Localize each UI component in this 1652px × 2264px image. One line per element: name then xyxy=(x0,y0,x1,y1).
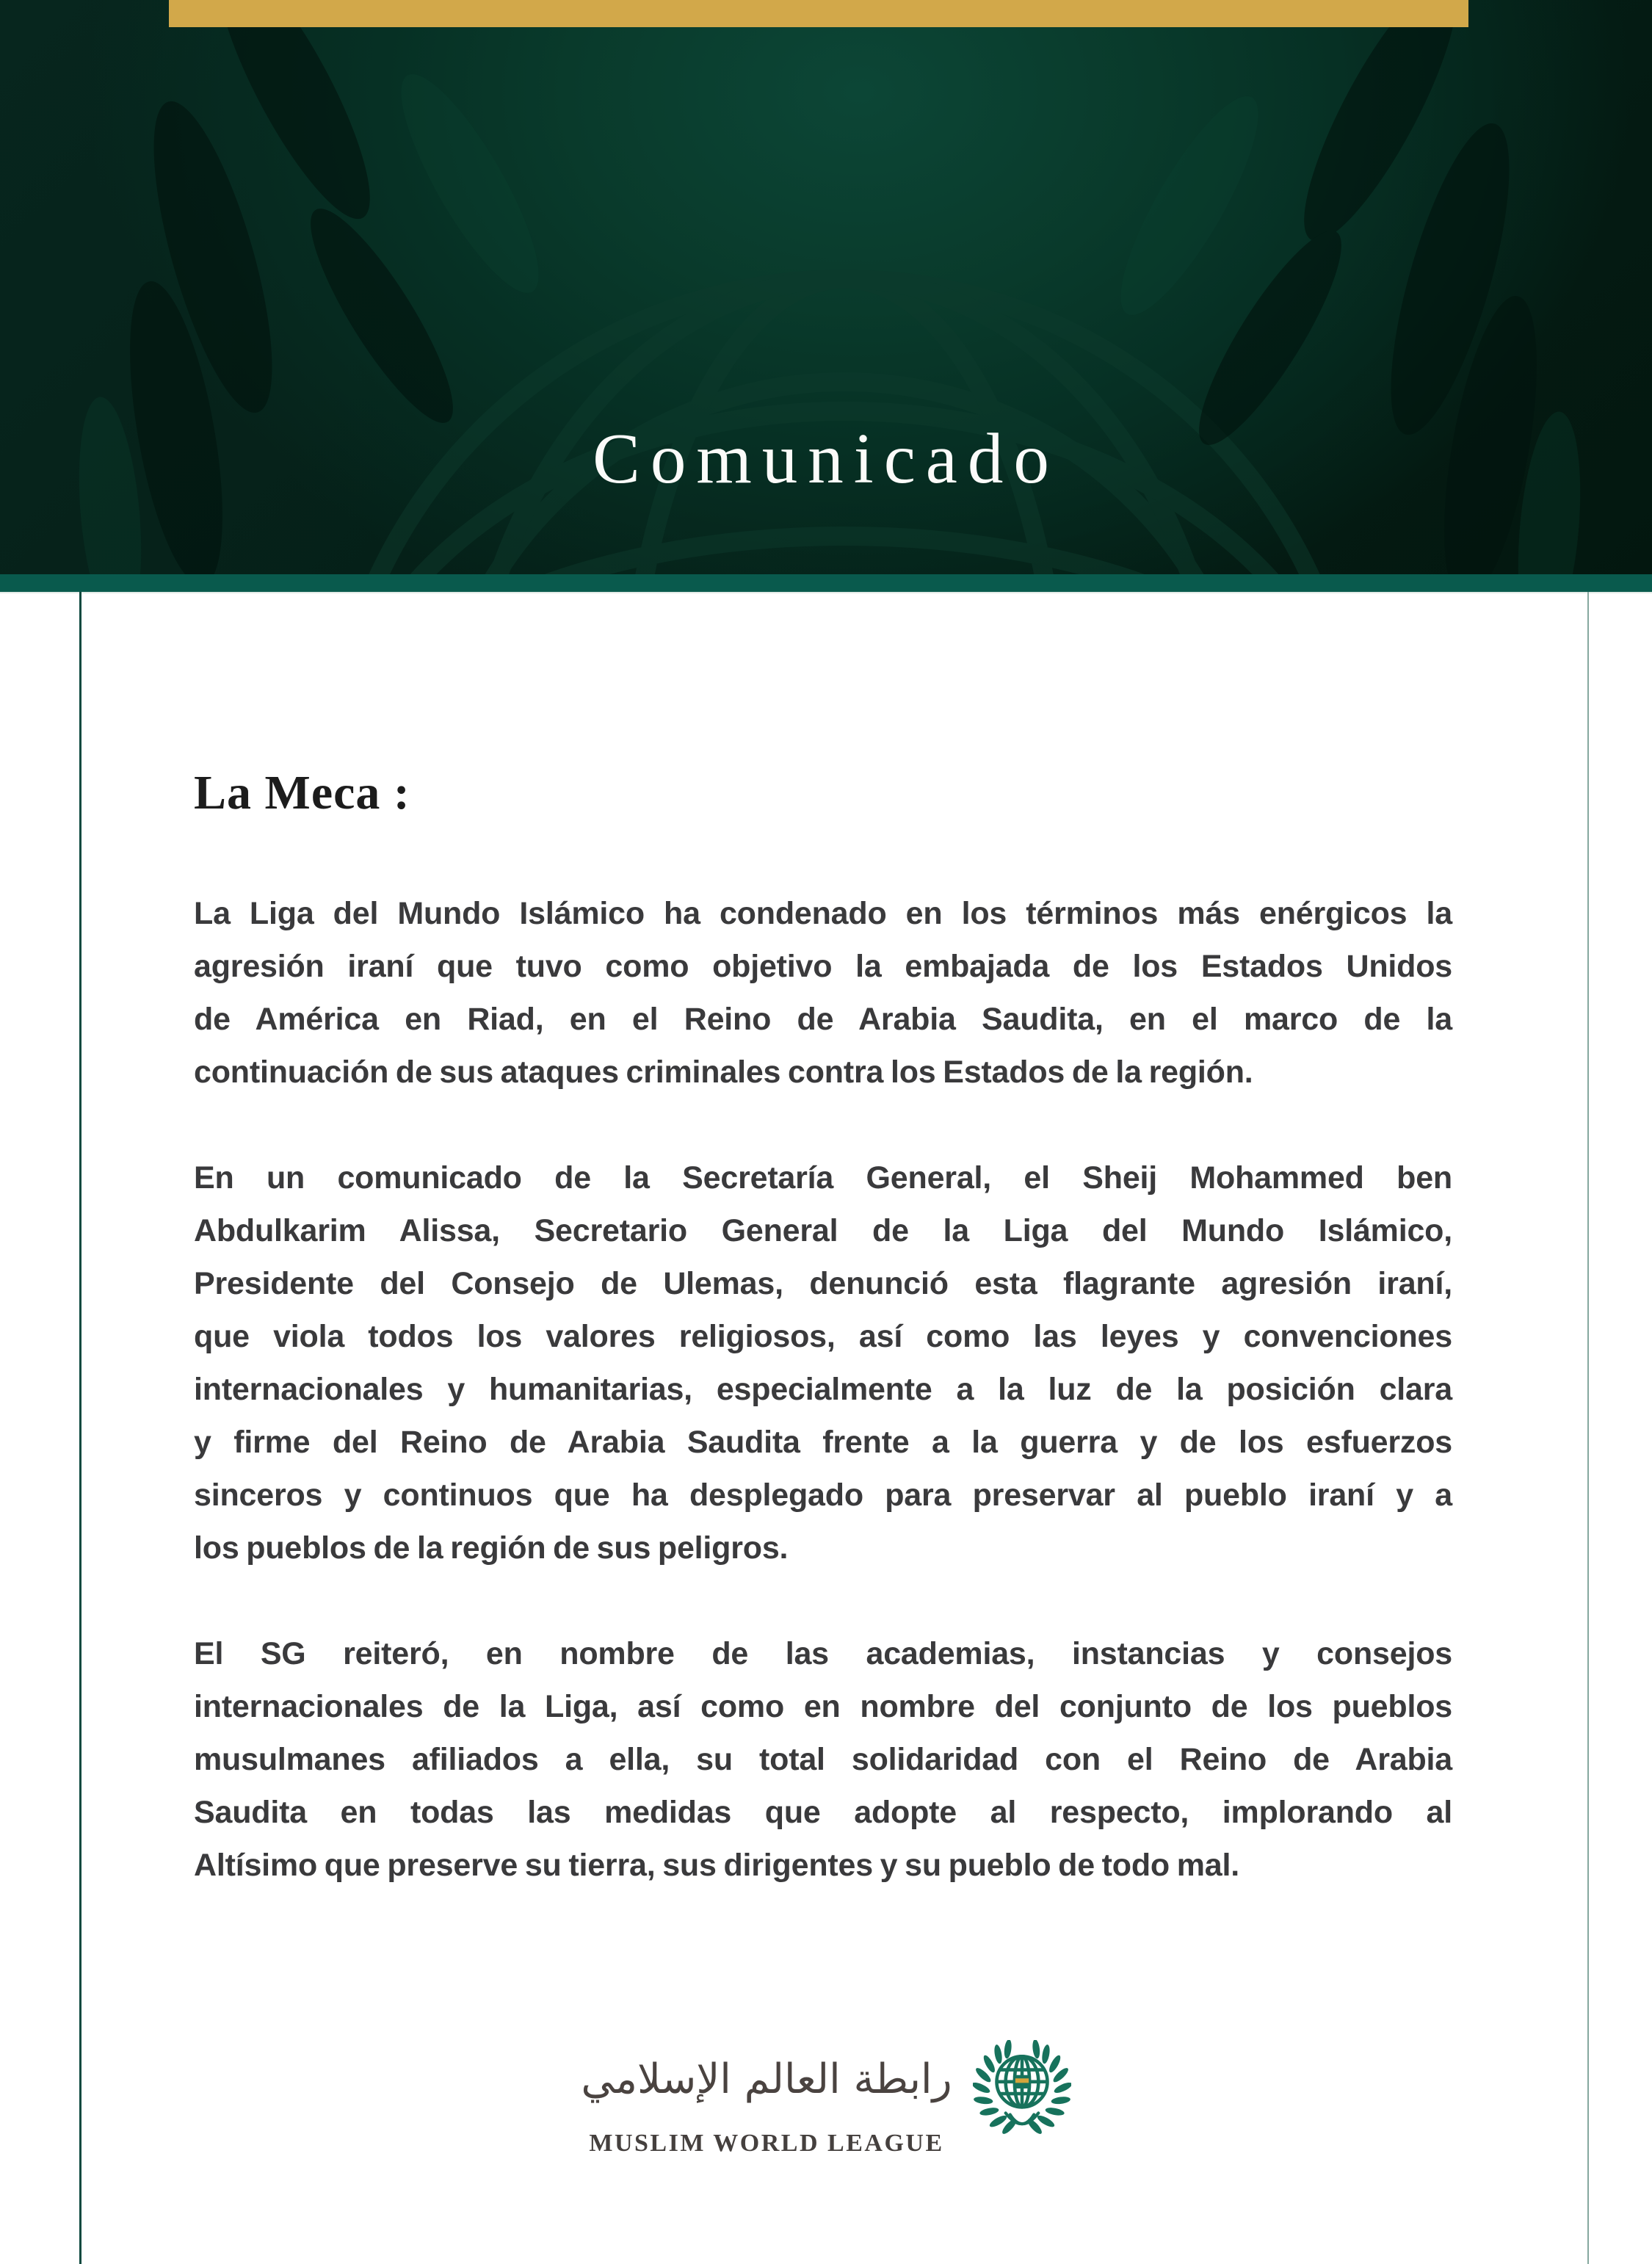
paragraph-2 xyxy=(194,1151,1452,1574)
text-line: Altísimo que preserve su tierra, sus dirigentes y su pueblo de todo mal. xyxy=(194,1848,1239,1883)
page-title: Comunicado xyxy=(593,419,1059,498)
paragraph-3 xyxy=(194,1627,1452,1892)
header-banner xyxy=(0,0,1652,574)
text-line: En un comunicado de la Secretaría General, el Sheij Mohammed ben xyxy=(194,1160,1452,1196)
text-line: La Liga del Mundo Islámico ha condenado en los términos más enérgicos la xyxy=(194,896,1452,931)
gold-accent-bar xyxy=(169,0,1468,27)
logo-arabic-name: رابطة العالم الإسلامي xyxy=(581,2055,952,2103)
logo-text-block xyxy=(581,2036,952,2158)
text-line: El SG reiteró, en nombre de las academias, instancias y consejos xyxy=(194,1636,1452,1671)
dateline-heading: La Meca : xyxy=(194,766,410,820)
mwl-wreath-globe-emblem-icon xyxy=(973,2040,1071,2141)
text-line: musulmanes afiliados a ella, su total solidaridad con el Reino de Arabia xyxy=(194,1742,1452,1777)
logo-latin-name: MUSLIM WORLD LEAGUE xyxy=(589,2130,944,2157)
text-line: Saudita en todas las medidas que adopte al respecto, implorando al xyxy=(194,1795,1452,1830)
divider-shadow-line xyxy=(0,592,1652,593)
teal-divider-band xyxy=(0,574,1652,592)
text-line: continuación de sus ataques criminales contra los Estados de la región. xyxy=(194,1055,1253,1090)
text-line: internacionales y humanitarias, especialmente a la luz de la posición clara xyxy=(194,1372,1452,1407)
paragraph-1 xyxy=(194,887,1452,1099)
text-line: agresión iraní que tuvo como objetivo la embajada de los Estados Unidos xyxy=(194,949,1452,984)
right-margin-rule xyxy=(1587,592,1589,2264)
document-body xyxy=(194,764,1452,1945)
text-line: y firme del Reino de Arabia Saudita frente a la guerra y de los esfuerzos xyxy=(194,1425,1452,1460)
left-margin-rule xyxy=(79,592,81,2264)
mwl-logo xyxy=(0,2036,1652,2158)
text-line: Abdulkarim Alissa, Secretario General de la Liga del Mundo Islámico, xyxy=(194,1213,1452,1248)
text-line: sinceros y continuos que ha desplegado para preservar al pueblo iraní y a xyxy=(194,1478,1452,1513)
text-line: de América en Riad, en el Reino de Arabia Saudita, en el marco de la xyxy=(194,1002,1452,1037)
text-line: que viola todos los valores religiosos, así como las leyes y convenciones xyxy=(194,1319,1452,1354)
text-line: internacionales de la Liga, así como en nombre del conjunto de los pueblos xyxy=(194,1689,1452,1724)
text-line: Presidente del Consejo de Ulemas, denunció esta flagrante agresión iraní, xyxy=(194,1266,1452,1301)
text-line: los pueblos de la región de sus peligros. xyxy=(194,1530,789,1566)
